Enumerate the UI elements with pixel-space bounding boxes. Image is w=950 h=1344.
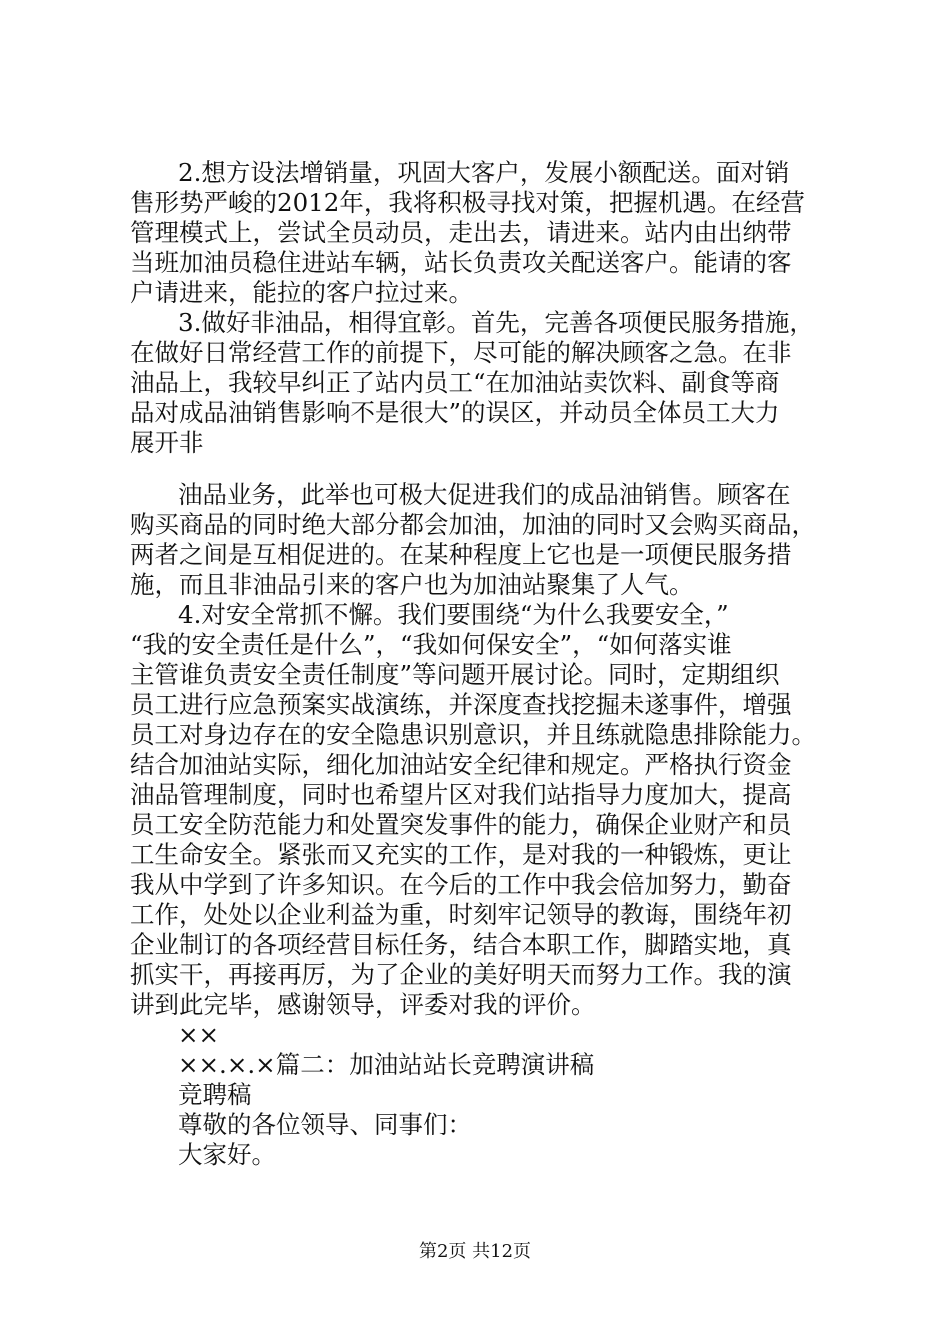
paragraph-line: 我从中学到了许多知识。在今后的工作中我会倍加努力，勤奋 [130,870,792,899]
paragraph-line: 当班加油员稳住进站车辆，站长负责攻关配送客户。能请的客 [130,248,792,277]
paragraph-line: 员工进行应急预案实战演练，并深度查找挖掘未遂事件，增强 [130,690,792,719]
paragraph-line: 油品业务，此举也可极大促进我们的成品油销售。顾客在 [178,480,791,509]
paragraph-line: 两者之间是互相促进的。在某种程度上它也是一项便民服务措 [130,540,792,569]
salutation: 尊敬的各位领导、同事们： [178,1110,472,1139]
paragraph-line: 主管谁负责安全责任制度”等问题开展讨论。同时，定期组织 [130,660,780,689]
paragraph-line: 抓实干，再接再厉，为了企业的美好明天而努力工作。我的演 [130,960,792,989]
paragraph-line: 售形势严峻的2012年，我将积极寻找对策，把握机遇。在经营 [130,188,805,217]
paragraph-line: 工生命安全。紧张而又充实的工作，是对我的一种锻炼，更让 [130,840,792,869]
paragraph-line: 讲到此完毕，感谢领导，评委对我的评价。 [130,990,596,1019]
paragraph-line: “我的安全责任是什么”，“我如何保安全”，“如何落实谁 [130,630,732,659]
paragraph-line: 油品管理制度，同时也希望片区对我们站指导力度加大，提高 [130,780,792,809]
paragraph-line: 2.想方设法增销量，巩固大客户，发展小额配送。面对销 [178,158,790,187]
paragraph-line: 企业制订的各项经营目标任务，结合本职工作，脚踏实地，真 [130,930,792,959]
greeting: 大家好。 [178,1140,276,1169]
signature-mark: ×× [178,1020,220,1049]
paragraph-line: 4.对安全常抓不懈。我们要围绕“为什么我要安全，” [178,600,729,629]
paragraph-line: 结合加油站实际，细化加油站安全纪律和规定。严格执行资金 [130,750,792,779]
paragraph-line: 员工安全防范能力和处置突发事件的能力，确保企业财产和员 [130,810,792,839]
paragraph-line: 3.做好非油品，相得宜彰。首先，完善各项便民服务措施， [178,308,814,337]
paragraph-line: 在做好日常经营工作的前提下，尽可能的解决顾客之急。在非 [130,338,792,367]
page-number-footer: 第2页 共12页 [418,1241,532,1262]
paragraph-line: 施，而且非油品引来的客户也为加油站聚集了人气。 [130,570,694,599]
subheading: 竞聘稿 [178,1080,252,1109]
paragraph-line: 展开非 [130,428,204,457]
paragraph-line: 员工对身边存在的安全隐患识别意识，并且练就隐患排除能力。 [130,720,816,749]
paragraph-line: 油品上，我较早纠正了站内员工“在加油站卖饮料、副食等商 [130,368,780,397]
paragraph-line: 品对成品油销售影响不是很大”的误区，并动员全体员工大力 [130,398,780,427]
section-heading: ××.×.×篇二：加油站站长竞聘演讲稿 [178,1050,595,1079]
paragraph-line: 工作，处处以企业利益为重，时刻牢记领导的教诲，围绕年初 [130,900,792,929]
paragraph-line: 户请进来，能拉的客户拉过来。 [130,278,473,307]
paragraph-line: 购买商品的同时绝大部分都会加油，加油的同时又会购买商品， [130,510,816,539]
paragraph-line: 管理模式上，尝试全员动员，走出去，请进来。站内由出纳带 [130,218,792,247]
